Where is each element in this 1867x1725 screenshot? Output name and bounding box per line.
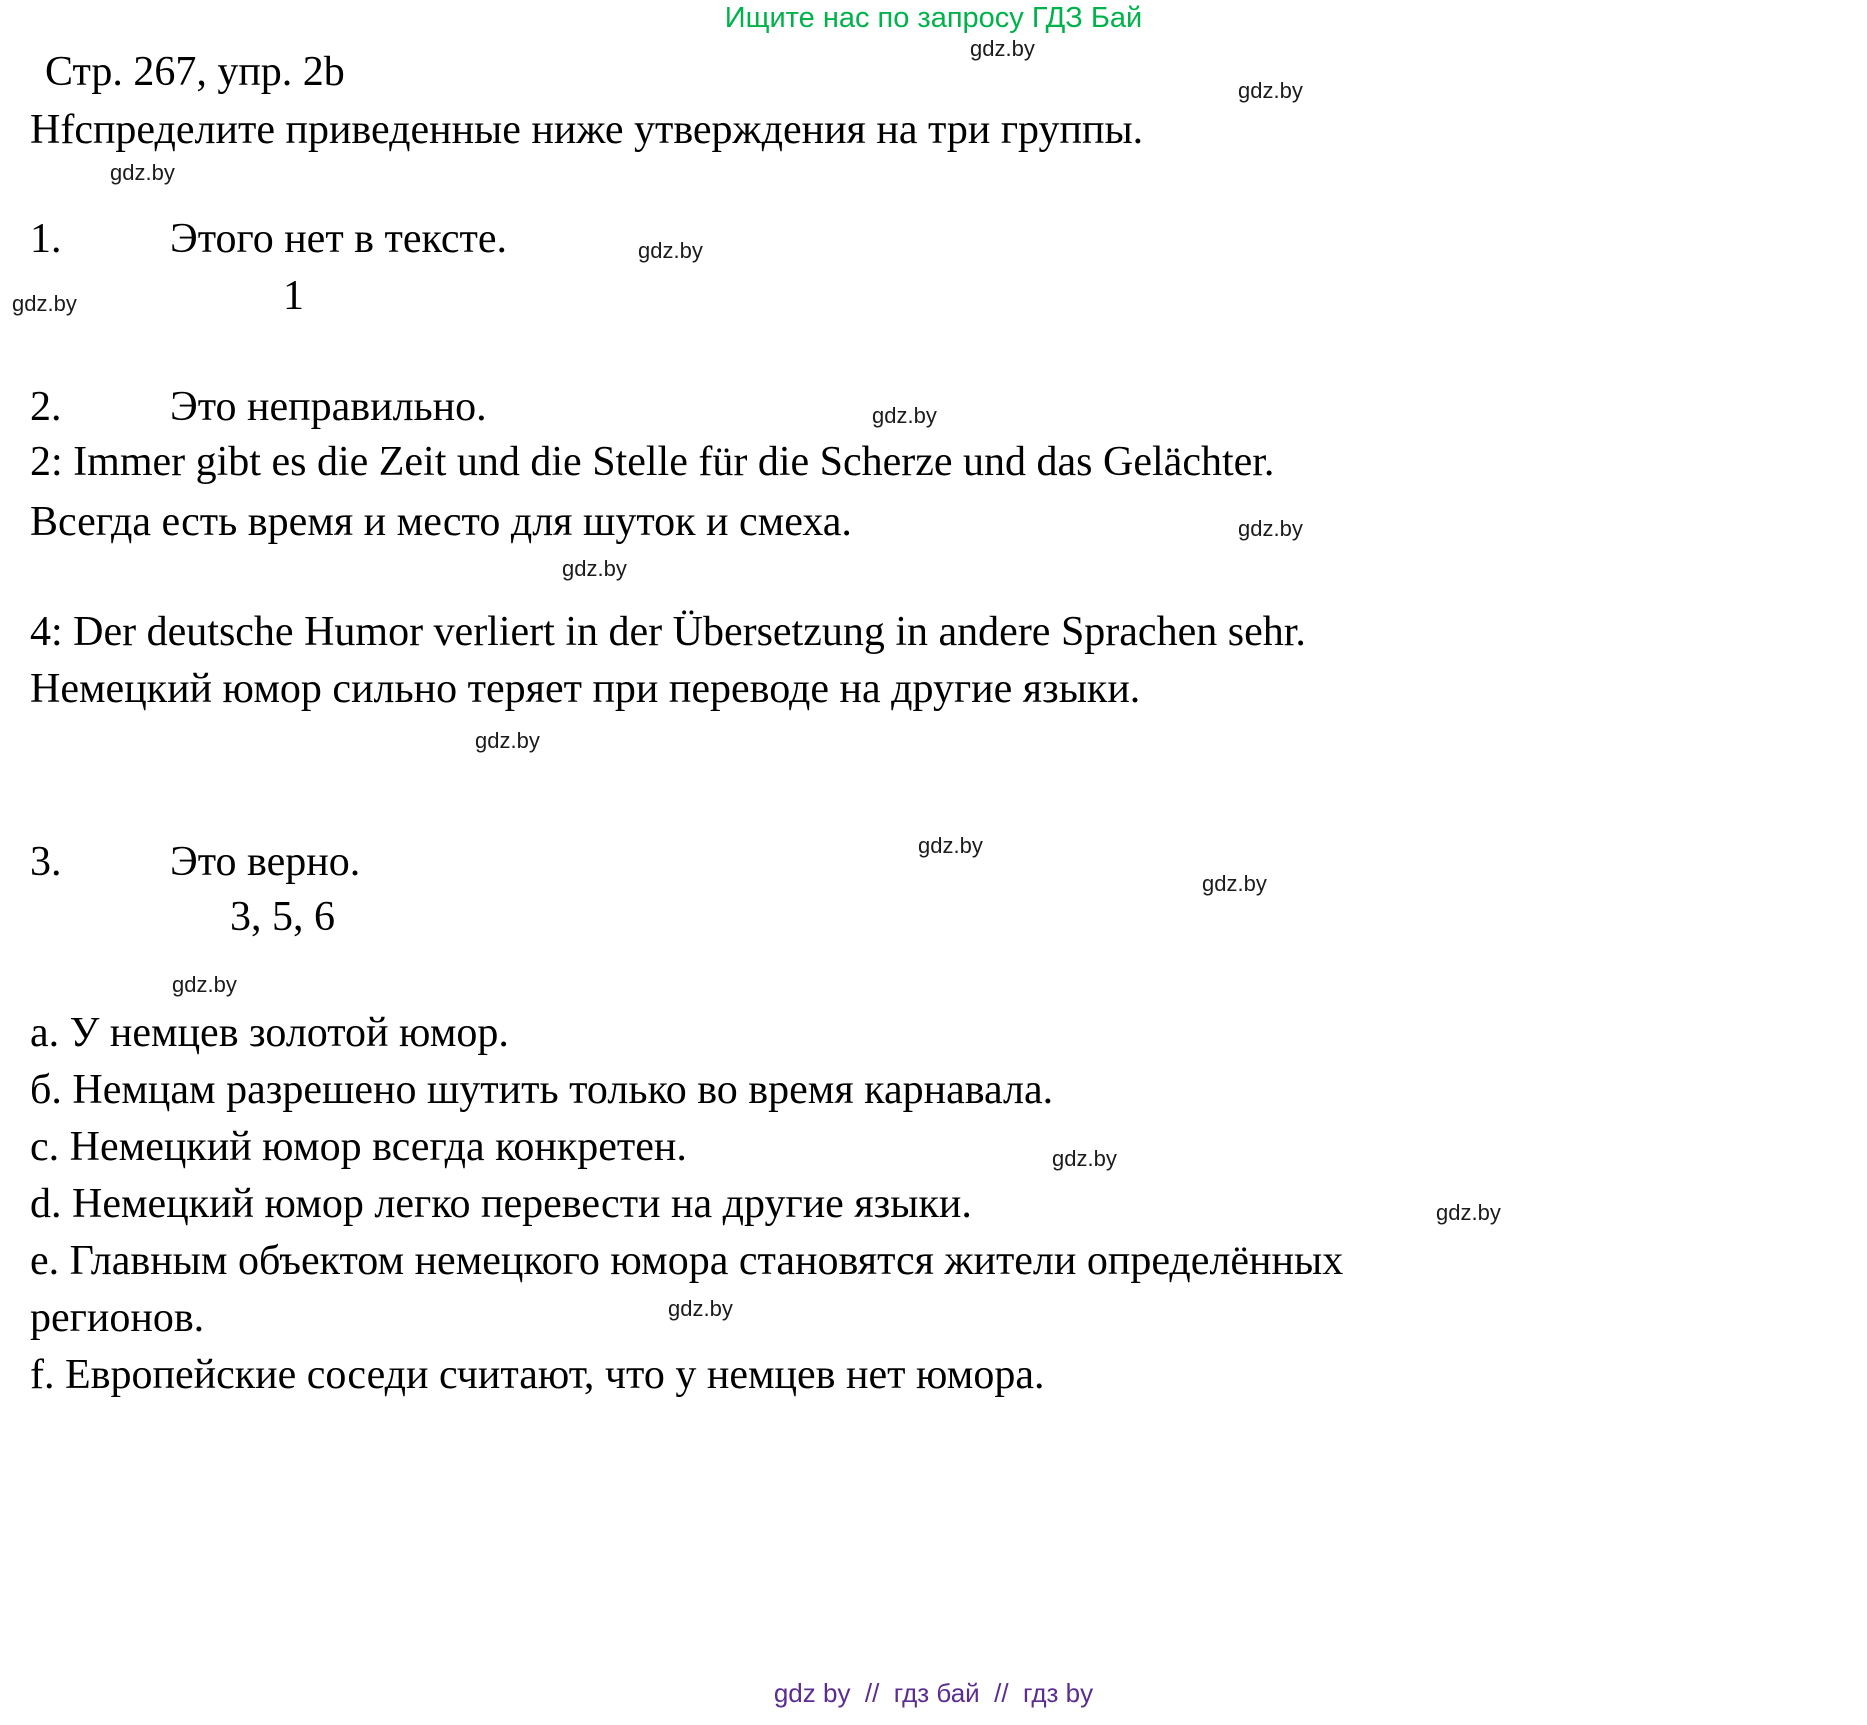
statement-b: б. Немцам разрешено шутить только во время карнавала. xyxy=(30,1067,1054,1113)
watermark: gdz.by xyxy=(872,403,937,428)
watermark: gdz.by xyxy=(638,238,703,263)
group-1-answer: 1 xyxy=(283,273,304,319)
statements-list xyxy=(30,1005,1360,1404)
watermark: gdz.by xyxy=(918,833,983,858)
group-2-item-1-german: 2: Immer gibt es die Zeit und die Stelle für die Scherze und das Gelächter. xyxy=(30,439,1275,485)
group-2-item-2-russian: Немецкий юмор сильно теряет при переводе на другие языки. xyxy=(30,666,1141,712)
group-2-header xyxy=(30,383,487,431)
group-1-number: 1. xyxy=(30,216,62,262)
group-3-label: Это верно. xyxy=(170,839,361,885)
group-2-number: 2. xyxy=(30,384,62,430)
group-1-label: Этого нет в тексте. xyxy=(170,216,508,262)
statement-d: d. Немецкий юмор легко перевести на другие языки. xyxy=(30,1181,972,1227)
watermark: gdz.by xyxy=(1436,1200,1501,1225)
group-3-header xyxy=(30,838,360,886)
banner: Ищите нас по запросу ГДЗ Бай xyxy=(724,2,1143,34)
group-2-item-1-russian: Всегда есть время и место для шуток и смеха. xyxy=(30,499,852,545)
task-text: Нfспределите приведенные ниже утверждения на три группы. xyxy=(30,107,1144,153)
exercise-title: Стр. 267, упр. 2b xyxy=(45,49,345,95)
group-3-answer: 3, 5, 6 xyxy=(230,894,335,940)
watermark: gdz.by xyxy=(668,1296,733,1321)
statement-c: c. Немецкий юмор всегда конкретен. xyxy=(30,1124,687,1170)
watermark: gdz.by xyxy=(1052,1146,1117,1171)
group-1-header xyxy=(30,215,507,263)
group-2-label: Это неправильно. xyxy=(170,384,487,430)
statement-e: e. Главным объектом немецкого юмора становятся жители определённых регионов. xyxy=(30,1238,1344,1341)
watermark: gdz.by xyxy=(970,36,1035,61)
watermark: gdz.by xyxy=(1238,78,1303,103)
watermark: gdz.by xyxy=(562,556,627,581)
watermark: gdz.by xyxy=(172,972,237,997)
footer: gdz by // гдз бай // гдз by xyxy=(773,1678,1094,1708)
watermark: gdz.by xyxy=(1202,871,1267,896)
watermark: gdz.by xyxy=(475,728,540,753)
statement-a: a. У немцев золотой юмор. xyxy=(30,1010,509,1056)
watermark: gdz.by xyxy=(1238,516,1303,541)
watermark: gdz.by xyxy=(12,291,77,316)
statement-f: f. Европейские соседи считают, что у немцев нет юмора. xyxy=(30,1352,1045,1398)
watermark: gdz.by xyxy=(110,160,175,185)
group-2-item-2-german: 4: Der deutsche Humor verliert in der Übersetzung in andere Sprachen sehr. xyxy=(30,609,1306,655)
group-3-number: 3. xyxy=(30,839,62,885)
